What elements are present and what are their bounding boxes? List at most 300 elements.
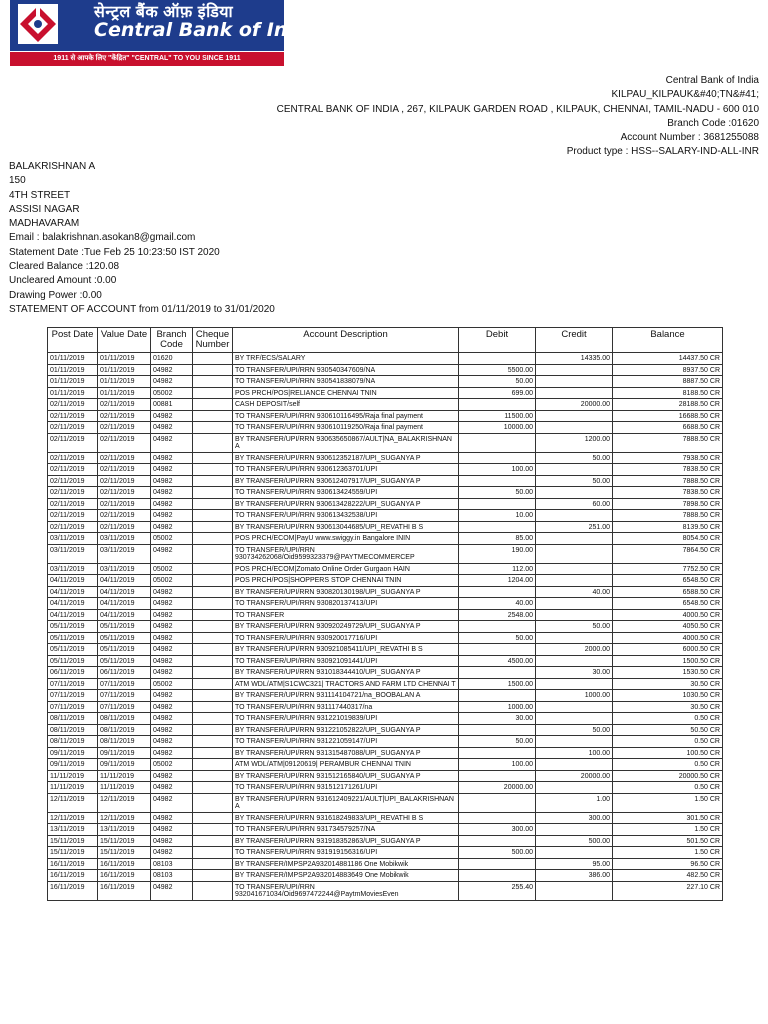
- customer-name: BALAKRISHNAN A: [9, 161, 96, 172]
- cell-debit: [459, 621, 536, 633]
- table-row: [48, 609, 723, 621]
- cell-debit: [459, 353, 536, 365]
- cell-description: TO TRANSFER/UPI/RRN 931919156316/UPI: [233, 847, 459, 859]
- cell-description: TO TRANSFER/UPI/RRN 930820137413/UPI: [233, 598, 459, 610]
- statement-date: Statement Date :Tue Feb 25 10:23:50 IST 2020: [9, 246, 220, 258]
- cell-description: TO TRANSFER/UPI/RRN 931512171261/UPI: [233, 782, 459, 794]
- cell-value-date: 02/11/2019: [98, 422, 151, 434]
- cell-cheque-number: [193, 510, 233, 522]
- cell-post-date: 02/11/2019: [48, 452, 98, 464]
- cell-description: BY TRANSFER/UPI/RRN 931221052822/UPI_SUGANYA P: [233, 724, 459, 736]
- cell-post-date: 01/11/2019: [48, 376, 98, 388]
- cell-balance: 96.50 CR: [613, 858, 723, 870]
- cell-debit: 11500.00: [459, 410, 536, 422]
- cell-branch-code: 04982: [151, 835, 193, 847]
- cell-balance: 7838.50 CR: [613, 464, 723, 476]
- cell-value-date: 02/11/2019: [98, 487, 151, 499]
- cell-cheque-number: [193, 609, 233, 621]
- cell-description: BY TRANSFER/IMPSP2A932014883649 One Mobikwik: [233, 870, 459, 882]
- cell-cheque-number: [193, 632, 233, 644]
- cell-branch-code: 04982: [151, 410, 193, 422]
- header-post-date: Post Date: [48, 328, 98, 353]
- cell-branch-code: 04982: [151, 621, 193, 633]
- cell-branch-code: 04982: [151, 544, 193, 563]
- cell-branch-code: 04982: [151, 464, 193, 476]
- cell-balance: 8887.50 CR: [613, 376, 723, 388]
- cell-debit: 40.00: [459, 598, 536, 610]
- cell-branch-code: 04982: [151, 433, 193, 452]
- cell-credit: 50.00: [536, 724, 613, 736]
- cell-description: TO TRANSFER/UPI/RRN 930610116495/Raja final payment: [233, 410, 459, 422]
- cell-post-date: 04/11/2019: [48, 609, 98, 621]
- cell-balance: 0.50 CR: [613, 713, 723, 725]
- cell-debit: 5500.00: [459, 364, 536, 376]
- table-row: [48, 521, 723, 533]
- table-row: [48, 399, 723, 411]
- logo-tagline: 1911 से आपके लिए "केंद्रित" "CENTRAL" TO YOU SINCE 1911: [10, 52, 284, 66]
- table-row: [48, 793, 723, 812]
- cell-description: BY TRANSFER/UPI/RRN 931018344410/UPI_SUGANYA P: [233, 667, 459, 679]
- cell-cheque-number: [193, 858, 233, 870]
- cell-description: TO TRANSFER/UPI/RRN 930613432538/UPI: [233, 510, 459, 522]
- table-row: [48, 353, 723, 365]
- cell-description: TO TRANSFER/UPI/RRN 930540347609/NA: [233, 364, 459, 376]
- table-row: [48, 690, 723, 702]
- cell-cheque-number: [193, 433, 233, 452]
- cell-credit: 60.00: [536, 498, 613, 510]
- cell-value-date: 02/11/2019: [98, 399, 151, 411]
- table-row: [48, 870, 723, 882]
- cell-debit: 1204.00: [459, 575, 536, 587]
- address-line-4: MADHAVARAM: [9, 218, 80, 230]
- logo-hindi-name: सेन्ट्रल बैंक ऑफ़ इंडिया: [94, 4, 234, 21]
- cell-cheque-number: [193, 498, 233, 510]
- cell-branch-code: 04982: [151, 609, 193, 621]
- logo-english-name: Central Bank of India: [94, 19, 321, 41]
- cell-description: POS PRCH/POS|SHOPPERS STOP CHENNAI TNIN: [233, 575, 459, 587]
- table-row: [48, 387, 723, 399]
- cell-credit: [536, 364, 613, 376]
- cell-debit: [459, 433, 536, 452]
- cell-value-date: 01/11/2019: [98, 387, 151, 399]
- address-line-3: ASSISI NAGAR: [9, 203, 80, 215]
- cell-balance: 501.50 CR: [613, 835, 723, 847]
- cell-debit: 30.00: [459, 713, 536, 725]
- table-row: [48, 655, 723, 667]
- cell-credit: 2000.00: [536, 644, 613, 656]
- cell-debit: [459, 521, 536, 533]
- cell-balance: 7888.50 CR: [613, 433, 723, 452]
- cell-balance: 1.50 CR: [613, 793, 723, 812]
- table-row: [48, 621, 723, 633]
- cell-balance: 28188.50 CR: [613, 399, 723, 411]
- table-row: [48, 812, 723, 824]
- cell-branch-code: 04982: [151, 655, 193, 667]
- cell-value-date: 07/11/2019: [98, 690, 151, 702]
- cell-debit: 190.00: [459, 544, 536, 563]
- cell-cheque-number: [193, 736, 233, 748]
- cell-cheque-number: [193, 770, 233, 782]
- cell-debit: 255.40: [459, 881, 536, 900]
- cell-balance: 1500.50 CR: [613, 655, 723, 667]
- cell-branch-code: 04982: [151, 701, 193, 713]
- cell-post-date: 16/11/2019: [48, 881, 98, 900]
- cell-post-date: 06/11/2019: [48, 667, 98, 679]
- cell-balance: 6000.50 CR: [613, 644, 723, 656]
- cell-value-date: 12/11/2019: [98, 793, 151, 812]
- cell-credit: 30.00: [536, 667, 613, 679]
- address-line-1: 150: [9, 175, 26, 187]
- table-row: [48, 422, 723, 434]
- cell-value-date: 05/11/2019: [98, 621, 151, 633]
- header-debit: Debit: [459, 328, 536, 353]
- table-row: [48, 376, 723, 388]
- cell-cheque-number: [193, 655, 233, 667]
- cell-description: TO TRANSFER/UPI/RRN 930920017716/UPI: [233, 632, 459, 644]
- cell-cheque-number: [193, 422, 233, 434]
- cell-debit: 500.00: [459, 847, 536, 859]
- cell-post-date: 11/11/2019: [48, 782, 98, 794]
- cell-credit: [536, 736, 613, 748]
- cell-post-date: 15/11/2019: [48, 847, 98, 859]
- cell-credit: [536, 881, 613, 900]
- cell-branch-code: 04982: [151, 498, 193, 510]
- cell-post-date: 02/11/2019: [48, 475, 98, 487]
- cell-branch-code: 04982: [151, 793, 193, 812]
- cell-credit: [536, 713, 613, 725]
- cell-cheque-number: [193, 644, 233, 656]
- table-row: [48, 678, 723, 690]
- drawing-power: Drawing Power :0.00: [9, 289, 102, 301]
- header-balance: Balance: [613, 328, 723, 353]
- cell-cheque-number: [193, 812, 233, 824]
- cell-branch-code: 04982: [151, 770, 193, 782]
- cell-cheque-number: [193, 521, 233, 533]
- cell-description: BY TRANSFER/UPI/RRN 930635650867/AULT|NA_BALAKRISHNAN A: [233, 433, 459, 452]
- cell-branch-code: 05002: [151, 575, 193, 587]
- cell-value-date: 02/11/2019: [98, 410, 151, 422]
- cell-balance: 16688.50 CR: [613, 410, 723, 422]
- cell-description: BY TRANSFER/UPI/RRN 931918352863/UPI_SUGANYA P: [233, 835, 459, 847]
- cell-branch-code: 04982: [151, 824, 193, 836]
- header-credit: Credit: [536, 328, 613, 353]
- cell-credit: [536, 782, 613, 794]
- cell-post-date: 02/11/2019: [48, 399, 98, 411]
- cell-debit: [459, 835, 536, 847]
- cell-credit: 40.00: [536, 586, 613, 598]
- cell-debit: [459, 812, 536, 824]
- cell-post-date: 08/11/2019: [48, 736, 98, 748]
- cell-debit: 4500.00: [459, 655, 536, 667]
- cell-cheque-number: [193, 563, 233, 575]
- cell-post-date: 02/11/2019: [48, 498, 98, 510]
- cell-description: BY TRANSFER/UPI/RRN 931612409221/AULT|UPI_BALAKRISHNAN A: [233, 793, 459, 812]
- cell-balance: 30.50 CR: [613, 701, 723, 713]
- cell-post-date: 04/11/2019: [48, 586, 98, 598]
- header-account-description: Account Description: [233, 328, 459, 353]
- cell-branch-code: 08103: [151, 858, 193, 870]
- table-row: [48, 498, 723, 510]
- cell-description: BY TRANSFER/UPI/RRN 931114104721/na_BOOBALAN A: [233, 690, 459, 702]
- cell-debit: [459, 858, 536, 870]
- cell-value-date: 04/11/2019: [98, 598, 151, 610]
- cell-credit: 50.00: [536, 475, 613, 487]
- cell-credit: [536, 609, 613, 621]
- cell-debit: 100.00: [459, 464, 536, 476]
- cell-balance: 1530.50 CR: [613, 667, 723, 679]
- cell-value-date: 13/11/2019: [98, 824, 151, 836]
- cell-branch-code: 04982: [151, 586, 193, 598]
- cell-description: BY TRF/ECS/SALARY: [233, 353, 459, 365]
- cell-value-date: 08/11/2019: [98, 724, 151, 736]
- cell-branch-code: 04982: [151, 724, 193, 736]
- cell-cheque-number: [193, 353, 233, 365]
- cell-post-date: 08/11/2019: [48, 724, 98, 736]
- cell-credit: 100.00: [536, 747, 613, 759]
- cell-balance: 7898.50 CR: [613, 498, 723, 510]
- header-cheque-number: Cheque Number: [193, 328, 233, 353]
- cell-debit: 20000.00: [459, 782, 536, 794]
- cell-post-date: 07/11/2019: [48, 678, 98, 690]
- cell-cheque-number: [193, 824, 233, 836]
- cell-post-date: 01/11/2019: [48, 387, 98, 399]
- uncleared-amount: Uncleared Amount :0.00: [9, 275, 117, 287]
- cell-post-date: 07/11/2019: [48, 690, 98, 702]
- cell-credit: [536, 678, 613, 690]
- address-line-2: 4TH STREET: [9, 189, 71, 201]
- cell-post-date: 05/11/2019: [48, 655, 98, 667]
- cell-description: TO TRANSFER/UPI/RRN 930734262068/Oid9599323379@PAYTMECOMMERCEP: [233, 544, 459, 563]
- cell-value-date: 05/11/2019: [98, 655, 151, 667]
- table-row: [48, 835, 723, 847]
- cell-branch-code: 04982: [151, 667, 193, 679]
- cell-debit: 2548.00: [459, 609, 536, 621]
- cell-debit: [459, 399, 536, 411]
- cell-balance: 7888.50 CR: [613, 475, 723, 487]
- cell-credit: [536, 759, 613, 771]
- table-row: [48, 858, 723, 870]
- table-row: [48, 364, 723, 376]
- cell-branch-code: 04982: [151, 881, 193, 900]
- statement-period: STATEMENT OF ACCOUNT from 01/11/2019 to 31/01/2020: [9, 303, 275, 315]
- cell-description: BY TRANSFER/UPI/RRN 930820130198/UPI_SUGANYA P: [233, 586, 459, 598]
- cell-description: TO TRANSFER/UPI/RRN 930921091441/UPI: [233, 655, 459, 667]
- cell-branch-code: 04982: [151, 598, 193, 610]
- cell-cheque-number: [193, 598, 233, 610]
- cell-debit: [459, 498, 536, 510]
- cell-credit: [536, 464, 613, 476]
- header-branch-code: Branch Code: [151, 328, 193, 353]
- cell-description: ATM WDL/ATM|S1CWC321| TRACTORS AND FARM LTD CHENNAI T: [233, 678, 459, 690]
- cell-balance: 30.50 CR: [613, 678, 723, 690]
- cell-cheque-number: [193, 678, 233, 690]
- branch-code: Branch Code :01620: [667, 117, 759, 129]
- cell-value-date: 05/11/2019: [98, 632, 151, 644]
- cell-description: TO TRANSFER/UPI/RRN 930613424559/UPI: [233, 487, 459, 499]
- cell-description: POS PRCH/ECOM|PayU www.swiggy.in Bangalore ININ: [233, 533, 459, 545]
- cell-debit: [459, 870, 536, 882]
- table-row: [48, 759, 723, 771]
- cell-credit: 95.00: [536, 858, 613, 870]
- cell-balance: 1.50 CR: [613, 824, 723, 836]
- cell-branch-code: 01620: [151, 353, 193, 365]
- cell-credit: 14335.00: [536, 353, 613, 365]
- cell-credit: [536, 387, 613, 399]
- cell-credit: [536, 847, 613, 859]
- cell-value-date: 07/11/2019: [98, 678, 151, 690]
- cell-description: TO TRANSFER/UPI/RRN 931117440317/na: [233, 701, 459, 713]
- table-row: [48, 847, 723, 859]
- cell-value-date: 11/11/2019: [98, 770, 151, 782]
- cell-post-date: 02/11/2019: [48, 521, 98, 533]
- cell-post-date: 12/11/2019: [48, 812, 98, 824]
- cell-value-date: 02/11/2019: [98, 433, 151, 452]
- cell-branch-code: 04982: [151, 644, 193, 656]
- cell-post-date: 02/11/2019: [48, 487, 98, 499]
- bank-name: Central Bank of India: [665, 75, 759, 86]
- cell-post-date: 13/11/2019: [48, 824, 98, 836]
- cell-credit: [536, 422, 613, 434]
- cell-debit: 50.00: [459, 632, 536, 644]
- cell-description: TO TRANSFER/UPI/RRN 931221059147/UPI: [233, 736, 459, 748]
- cell-credit: 20000.00: [536, 770, 613, 782]
- cell-value-date: 07/11/2019: [98, 701, 151, 713]
- cell-debit: 300.00: [459, 824, 536, 836]
- cell-value-date: 01/11/2019: [98, 353, 151, 365]
- cell-cheque-number: [193, 586, 233, 598]
- table-row: [48, 644, 723, 656]
- cell-value-date: 03/11/2019: [98, 563, 151, 575]
- bank-address: CENTRAL BANK OF INDIA , 267, KILPAUK GARDEN ROAD , KILPAUK, CHENNAI, TAMIL-NADU - 600 010: [276, 103, 759, 115]
- cell-post-date: 02/11/2019: [48, 433, 98, 452]
- cell-value-date: 02/11/2019: [98, 464, 151, 476]
- branch-name: KILPAU_KILPAUK&#40;TN&#41;: [611, 89, 759, 101]
- cell-balance: 7938.50 CR: [613, 452, 723, 464]
- cell-post-date: 15/11/2019: [48, 835, 98, 847]
- table-row: [48, 510, 723, 522]
- cell-credit: 500.00: [536, 835, 613, 847]
- cell-credit: [536, 563, 613, 575]
- cell-balance: 8054.50 CR: [613, 533, 723, 545]
- cell-post-date: 03/11/2019: [48, 544, 98, 563]
- cell-description: BY TRANSFER/UPI/RRN 930612407917/UPI_SUGANYA P: [233, 475, 459, 487]
- cell-branch-code: 05002: [151, 387, 193, 399]
- cell-description: TO TRANSFER/UPI/RRN 932041671034/Oid9697472244@PaytmMoviesEven: [233, 881, 459, 900]
- cell-cheque-number: [193, 575, 233, 587]
- cell-cheque-number: [193, 544, 233, 563]
- cell-debit: [459, 586, 536, 598]
- cell-debit: 10000.00: [459, 422, 536, 434]
- cell-credit: [536, 824, 613, 836]
- cell-debit: [459, 452, 536, 464]
- table-row: [48, 475, 723, 487]
- cell-branch-code: 04982: [151, 782, 193, 794]
- cell-cheque-number: [193, 835, 233, 847]
- cell-post-date: 05/11/2019: [48, 621, 98, 633]
- cell-balance: 227.10 CR: [613, 881, 723, 900]
- cell-credit: 50.00: [536, 621, 613, 633]
- cell-balance: 1.50 CR: [613, 847, 723, 859]
- cell-branch-code: 04982: [151, 747, 193, 759]
- cell-value-date: 03/11/2019: [98, 544, 151, 563]
- account-number: Account Number : 3681255088: [620, 132, 759, 144]
- customer-email: Email : balakrishnan.asokan8@gmail.com: [9, 232, 196, 244]
- cell-debit: 100.00: [459, 759, 536, 771]
- table-row: [48, 487, 723, 499]
- cell-credit: 1200.00: [536, 433, 613, 452]
- cell-cheque-number: [193, 533, 233, 545]
- table-row: [48, 575, 723, 587]
- table-row: [48, 464, 723, 476]
- cell-balance: 0.50 CR: [613, 782, 723, 794]
- cell-branch-code: 04982: [151, 452, 193, 464]
- cell-post-date: 07/11/2019: [48, 701, 98, 713]
- cell-post-date: 16/11/2019: [48, 858, 98, 870]
- cell-post-date: 03/11/2019: [48, 563, 98, 575]
- cell-balance: 8937.50 CR: [613, 364, 723, 376]
- table-row: [48, 544, 723, 563]
- cleared-balance: Cleared Balance :120.08: [9, 261, 120, 273]
- cell-cheque-number: [193, 747, 233, 759]
- table-row: [48, 713, 723, 725]
- cell-cheque-number: [193, 487, 233, 499]
- cell-post-date: 04/11/2019: [48, 575, 98, 587]
- cell-description: CASH DEPOSIT/self: [233, 399, 459, 411]
- product-type: Product type : HSS--SALARY-IND-ALL-INR: [566, 146, 759, 158]
- cell-balance: 4050.50 CR: [613, 621, 723, 633]
- table-row: [48, 667, 723, 679]
- cell-debit: [459, 690, 536, 702]
- cell-value-date: 02/11/2019: [98, 498, 151, 510]
- cell-post-date: 12/11/2019: [48, 793, 98, 812]
- cell-balance: 0.50 CR: [613, 759, 723, 771]
- cell-debit: 50.00: [459, 736, 536, 748]
- bank-details: [277, 74, 759, 160]
- cell-credit: [536, 655, 613, 667]
- cell-description: TO TRANSFER/UPI/RRN 930612363701/UPI: [233, 464, 459, 476]
- table-row: [48, 747, 723, 759]
- cell-branch-code: 04982: [151, 632, 193, 644]
- table-row: [48, 782, 723, 794]
- table-row: [48, 770, 723, 782]
- cell-post-date: 04/11/2019: [48, 598, 98, 610]
- cell-cheque-number: [193, 793, 233, 812]
- logo-banner: [10, 0, 321, 51]
- cell-balance: 7752.50 CR: [613, 563, 723, 575]
- table-body: [48, 353, 723, 901]
- cell-branch-code: 04982: [151, 690, 193, 702]
- cell-branch-code: 04982: [151, 521, 193, 533]
- cell-value-date: 15/11/2019: [98, 847, 151, 859]
- cell-post-date: 05/11/2019: [48, 632, 98, 644]
- cell-description: BY TRANSFER/UPI/RRN 930613044685/UPI_REVATHI B S: [233, 521, 459, 533]
- cell-credit: 386.00: [536, 870, 613, 882]
- cell-balance: 7838.50 CR: [613, 487, 723, 499]
- cell-debit: 112.00: [459, 563, 536, 575]
- cell-value-date: 16/11/2019: [98, 881, 151, 900]
- cell-value-date: 04/11/2019: [98, 586, 151, 598]
- cell-branch-code: 00881: [151, 399, 193, 411]
- cell-credit: 300.00: [536, 812, 613, 824]
- cell-credit: [536, 376, 613, 388]
- cell-value-date: 12/11/2019: [98, 812, 151, 824]
- cell-cheque-number: [193, 713, 233, 725]
- cell-post-date: 02/11/2019: [48, 510, 98, 522]
- cell-value-date: 08/11/2019: [98, 713, 151, 725]
- cell-cheque-number: [193, 452, 233, 464]
- cell-credit: 1000.00: [536, 690, 613, 702]
- cell-branch-code: 08103: [151, 870, 193, 882]
